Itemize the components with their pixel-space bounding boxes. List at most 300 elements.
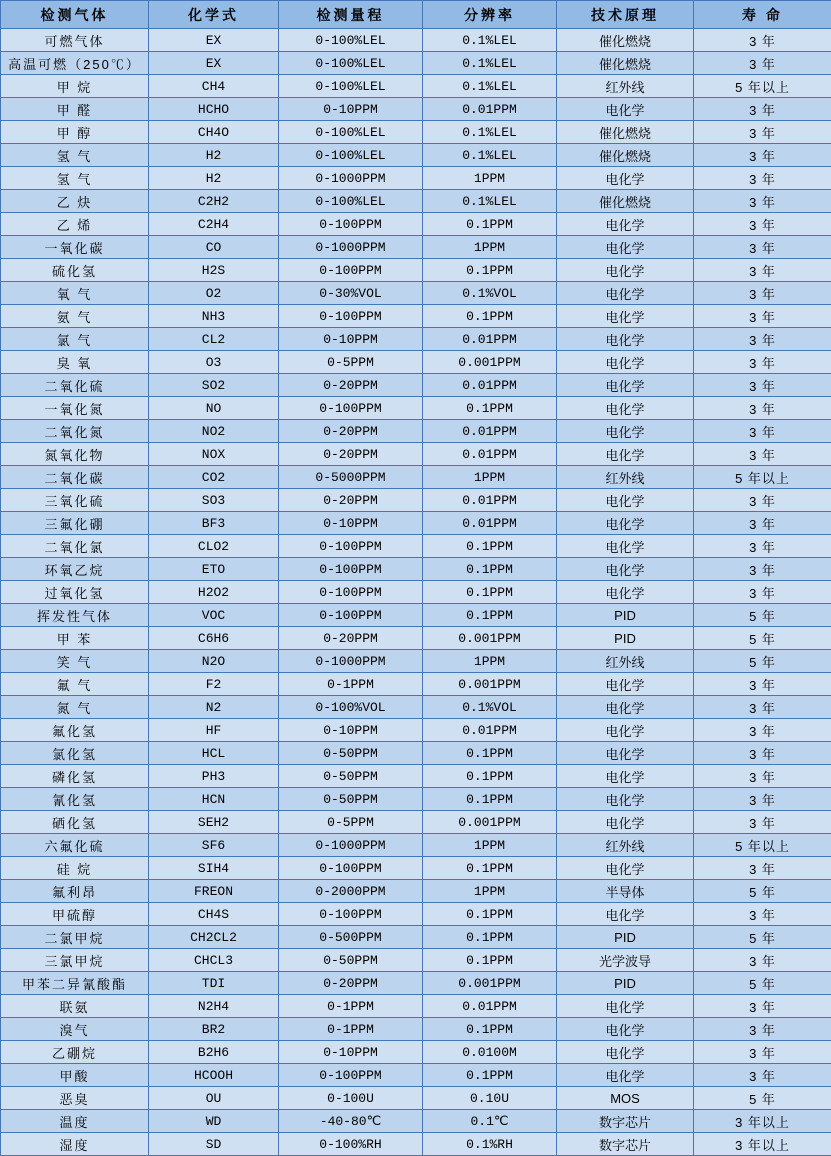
cell-gas: 氢 气 bbox=[1, 167, 149, 190]
cell-formula: SO3 bbox=[149, 489, 279, 512]
cell-resolution: 0.1PPM bbox=[423, 949, 557, 972]
cell-range: 0-1PPM bbox=[279, 673, 423, 696]
cell-formula: ETO bbox=[149, 558, 279, 581]
table-row bbox=[1, 282, 831, 305]
cell-formula: EX bbox=[149, 52, 279, 75]
cell-range: 0-10PPM bbox=[279, 719, 423, 742]
cell-resolution: 0.1%RH bbox=[423, 1133, 557, 1156]
cell-principle: 电化学 bbox=[557, 282, 694, 305]
table-row bbox=[1, 673, 831, 696]
cell-range: 0-100PPM bbox=[279, 581, 423, 604]
cell-resolution: 0.1PPM bbox=[423, 1018, 557, 1041]
cell-lifespan: 3 年 bbox=[694, 489, 831, 512]
cell-formula: FREON bbox=[149, 880, 279, 903]
cell-range: 0-20PPM bbox=[279, 489, 423, 512]
cell-resolution: 1PPM bbox=[423, 880, 557, 903]
table-row bbox=[1, 788, 831, 811]
cell-gas: 氮氧化物 bbox=[1, 443, 149, 466]
cell-range: 0-100PPM bbox=[279, 305, 423, 328]
cell-lifespan: 3 年 bbox=[694, 949, 831, 972]
cell-formula: CH4 bbox=[149, 75, 279, 98]
table-row bbox=[1, 420, 831, 443]
cell-lifespan: 3 年 bbox=[694, 995, 831, 1018]
cell-lifespan: 3 年 bbox=[694, 328, 831, 351]
column-header-range: 检测量程 bbox=[279, 1, 423, 29]
cell-formula: PH3 bbox=[149, 765, 279, 788]
column-header-gas: 检测气体 bbox=[1, 1, 149, 29]
cell-lifespan: 3 年 bbox=[694, 443, 831, 466]
cell-gas: 乙 炔 bbox=[1, 190, 149, 213]
cell-resolution: 0.001PPM bbox=[423, 972, 557, 995]
cell-resolution: 0.1PPM bbox=[423, 765, 557, 788]
cell-formula: CH2CL2 bbox=[149, 926, 279, 949]
cell-resolution: 0.1PPM bbox=[423, 742, 557, 765]
cell-lifespan: 3 年 bbox=[694, 811, 831, 834]
cell-gas: 氰化氢 bbox=[1, 788, 149, 811]
cell-range: 0-100%RH bbox=[279, 1133, 423, 1156]
cell-principle: 红外线 bbox=[557, 650, 694, 673]
cell-gas: 恶臭 bbox=[1, 1087, 149, 1110]
cell-resolution: 0.1PPM bbox=[423, 926, 557, 949]
table-row bbox=[1, 190, 831, 213]
cell-range: 0-100%LEL bbox=[279, 29, 423, 52]
cell-resolution: 0.1%VOL bbox=[423, 696, 557, 719]
cell-gas: 挥发性气体 bbox=[1, 604, 149, 627]
cell-formula: NO bbox=[149, 397, 279, 420]
cell-range: 0-50PPM bbox=[279, 788, 423, 811]
column-header-principle: 技术原理 bbox=[557, 1, 694, 29]
cell-range: 0-20PPM bbox=[279, 443, 423, 466]
cell-range: 0-1PPM bbox=[279, 995, 423, 1018]
table-row bbox=[1, 926, 831, 949]
cell-resolution: 0.1PPM bbox=[423, 857, 557, 880]
cell-resolution: 1PPM bbox=[423, 834, 557, 857]
cell-principle: 电化学 bbox=[557, 420, 694, 443]
cell-lifespan: 3 年 bbox=[694, 719, 831, 742]
cell-formula: WD bbox=[149, 1110, 279, 1133]
cell-formula: NO2 bbox=[149, 420, 279, 443]
cell-formula: O2 bbox=[149, 282, 279, 305]
table-row bbox=[1, 121, 831, 144]
cell-formula: TDI bbox=[149, 972, 279, 995]
cell-resolution: 0.01PPM bbox=[423, 328, 557, 351]
cell-resolution: 0.1%LEL bbox=[423, 75, 557, 98]
cell-formula: NOX bbox=[149, 443, 279, 466]
cell-resolution: 0.1%LEL bbox=[423, 29, 557, 52]
cell-principle: 电化学 bbox=[557, 535, 694, 558]
cell-principle: 电化学 bbox=[557, 558, 694, 581]
cell-range: 0-100%VOL bbox=[279, 696, 423, 719]
cell-principle: 电化学 bbox=[557, 1064, 694, 1087]
cell-range: 0-1000PPM bbox=[279, 236, 423, 259]
cell-lifespan: 5 年以上 bbox=[694, 75, 831, 98]
cell-resolution: 0.001PPM bbox=[423, 673, 557, 696]
cell-range: -40-80℃ bbox=[279, 1110, 423, 1133]
cell-range: 0-2000PPM bbox=[279, 880, 423, 903]
cell-range: 0-100PPM bbox=[279, 397, 423, 420]
cell-gas: 溴气 bbox=[1, 1018, 149, 1041]
cell-range: 0-100U bbox=[279, 1087, 423, 1110]
cell-lifespan: 3 年 bbox=[694, 1064, 831, 1087]
cell-gas: 氯化氢 bbox=[1, 742, 149, 765]
table-row bbox=[1, 903, 831, 926]
cell-formula: HCOOH bbox=[149, 1064, 279, 1087]
cell-lifespan: 3 年 bbox=[694, 236, 831, 259]
cell-range: 0-100PPM bbox=[279, 535, 423, 558]
cell-principle: 催化燃烧 bbox=[557, 52, 694, 75]
cell-formula: VOC bbox=[149, 604, 279, 627]
cell-formula: F2 bbox=[149, 673, 279, 696]
cell-resolution: 0.1%LEL bbox=[423, 144, 557, 167]
cell-gas: 氮 气 bbox=[1, 696, 149, 719]
table-row bbox=[1, 627, 831, 650]
cell-principle: 数字芯片 bbox=[557, 1133, 694, 1156]
cell-range: 0-10PPM bbox=[279, 512, 423, 535]
cell-lifespan: 3 年 bbox=[694, 98, 831, 121]
cell-lifespan: 5 年以上 bbox=[694, 834, 831, 857]
cell-range: 0-100%LEL bbox=[279, 144, 423, 167]
cell-formula: CH4S bbox=[149, 903, 279, 926]
cell-resolution: 0.001PPM bbox=[423, 811, 557, 834]
cell-gas: 氨 气 bbox=[1, 305, 149, 328]
cell-gas: 二氯甲烷 bbox=[1, 926, 149, 949]
cell-range: 0-10PPM bbox=[279, 1041, 423, 1064]
cell-range: 0-5PPM bbox=[279, 811, 423, 834]
cell-resolution: 0.1PPM bbox=[423, 558, 557, 581]
cell-gas: 臭 氧 bbox=[1, 351, 149, 374]
table-row bbox=[1, 834, 831, 857]
table-row bbox=[1, 213, 831, 236]
cell-lifespan: 3 年 bbox=[694, 121, 831, 144]
table-row bbox=[1, 1041, 831, 1064]
cell-lifespan: 3 年 bbox=[694, 351, 831, 374]
cell-lifespan: 3 年 bbox=[694, 765, 831, 788]
cell-principle: 电化学 bbox=[557, 673, 694, 696]
cell-formula: SEH2 bbox=[149, 811, 279, 834]
table-row bbox=[1, 29, 831, 52]
cell-principle: 电化学 bbox=[557, 167, 694, 190]
cell-range: 0-20PPM bbox=[279, 627, 423, 650]
table-row bbox=[1, 328, 831, 351]
cell-range: 0-100PPM bbox=[279, 857, 423, 880]
cell-gas: 氟 气 bbox=[1, 673, 149, 696]
table-row bbox=[1, 1110, 831, 1133]
cell-lifespan: 3 年 bbox=[694, 1041, 831, 1064]
table-row bbox=[1, 236, 831, 259]
table-row bbox=[1, 489, 831, 512]
cell-lifespan: 5 年 bbox=[694, 1087, 831, 1110]
column-header-formula: 化学式 bbox=[149, 1, 279, 29]
cell-gas: 氯 气 bbox=[1, 328, 149, 351]
cell-gas: 甲 醛 bbox=[1, 98, 149, 121]
cell-lifespan: 3 年 bbox=[694, 903, 831, 926]
cell-principle: 电化学 bbox=[557, 512, 694, 535]
cell-lifespan: 3 年 bbox=[694, 282, 831, 305]
cell-lifespan: 3 年 bbox=[694, 673, 831, 696]
cell-principle: 催化燃烧 bbox=[557, 121, 694, 144]
table-row bbox=[1, 558, 831, 581]
cell-range: 0-100PPM bbox=[279, 213, 423, 236]
cell-resolution: 0.1PPM bbox=[423, 213, 557, 236]
cell-resolution: 1PPM bbox=[423, 650, 557, 673]
cell-principle: 电化学 bbox=[557, 788, 694, 811]
cell-resolution: 0.1%VOL bbox=[423, 282, 557, 305]
cell-formula: HCHO bbox=[149, 98, 279, 121]
table-row bbox=[1, 512, 831, 535]
cell-gas: 氧 气 bbox=[1, 282, 149, 305]
table-row bbox=[1, 811, 831, 834]
cell-lifespan: 3 年 bbox=[694, 374, 831, 397]
cell-lifespan: 5 年 bbox=[694, 604, 831, 627]
cell-principle: 电化学 bbox=[557, 213, 694, 236]
cell-lifespan: 3 年 bbox=[694, 259, 831, 282]
cell-lifespan: 3 年 bbox=[694, 696, 831, 719]
cell-formula: H2 bbox=[149, 167, 279, 190]
cell-gas: 硒化氢 bbox=[1, 811, 149, 834]
cell-range: 0-20PPM bbox=[279, 374, 423, 397]
cell-lifespan: 3 年以上 bbox=[694, 1133, 831, 1156]
cell-formula: CO2 bbox=[149, 466, 279, 489]
table-row bbox=[1, 466, 831, 489]
cell-principle: 红外线 bbox=[557, 834, 694, 857]
table-row bbox=[1, 1133, 831, 1156]
cell-principle: 红外线 bbox=[557, 75, 694, 98]
cell-resolution: 0.001PPM bbox=[423, 351, 557, 374]
cell-gas: 二氧化硫 bbox=[1, 374, 149, 397]
cell-formula: CL2 bbox=[149, 328, 279, 351]
cell-lifespan: 3 年以上 bbox=[694, 1110, 831, 1133]
cell-formula: H2O2 bbox=[149, 581, 279, 604]
cell-resolution: 0.01PPM bbox=[423, 719, 557, 742]
cell-formula: H2 bbox=[149, 144, 279, 167]
cell-range: 0-100PPM bbox=[279, 558, 423, 581]
cell-lifespan: 3 年 bbox=[694, 788, 831, 811]
cell-principle: 催化燃烧 bbox=[557, 144, 694, 167]
cell-gas: 一氧化碳 bbox=[1, 236, 149, 259]
table-row bbox=[1, 719, 831, 742]
table-row bbox=[1, 742, 831, 765]
cell-lifespan: 3 年 bbox=[694, 213, 831, 236]
cell-gas: 二氧化碳 bbox=[1, 466, 149, 489]
cell-lifespan: 3 年 bbox=[694, 857, 831, 880]
cell-gas: 三氯甲烷 bbox=[1, 949, 149, 972]
table-row bbox=[1, 52, 831, 75]
cell-resolution: 0.01PPM bbox=[423, 98, 557, 121]
cell-principle: PID bbox=[557, 972, 694, 995]
cell-gas: 六氟化硫 bbox=[1, 834, 149, 857]
cell-range: 0-100PPM bbox=[279, 1064, 423, 1087]
cell-principle: 催化燃烧 bbox=[557, 29, 694, 52]
cell-lifespan: 3 年 bbox=[694, 512, 831, 535]
cell-range: 0-100PPM bbox=[279, 903, 423, 926]
cell-gas: 高温可燃（250℃） bbox=[1, 52, 149, 75]
cell-formula: C2H2 bbox=[149, 190, 279, 213]
table-row bbox=[1, 604, 831, 627]
table-row bbox=[1, 374, 831, 397]
cell-principle: 红外线 bbox=[557, 466, 694, 489]
cell-gas: 乙 烯 bbox=[1, 213, 149, 236]
cell-principle: 电化学 bbox=[557, 489, 694, 512]
cell-principle: 光学波导 bbox=[557, 949, 694, 972]
cell-range: 0-50PPM bbox=[279, 949, 423, 972]
cell-formula: CO bbox=[149, 236, 279, 259]
cell-principle: 电化学 bbox=[557, 397, 694, 420]
cell-gas: 三氟化硼 bbox=[1, 512, 149, 535]
cell-formula: HF bbox=[149, 719, 279, 742]
table-row bbox=[1, 75, 831, 98]
cell-resolution: 0.1PPM bbox=[423, 397, 557, 420]
cell-resolution: 0.1PPM bbox=[423, 259, 557, 282]
cell-formula: CHCL3 bbox=[149, 949, 279, 972]
table-row bbox=[1, 581, 831, 604]
cell-principle: 电化学 bbox=[557, 696, 694, 719]
table-row bbox=[1, 535, 831, 558]
cell-principle: 电化学 bbox=[557, 328, 694, 351]
cell-principle: 电化学 bbox=[557, 236, 694, 259]
cell-formula: CH4O bbox=[149, 121, 279, 144]
cell-range: 0-500PPM bbox=[279, 926, 423, 949]
cell-formula: SD bbox=[149, 1133, 279, 1156]
cell-principle: PID bbox=[557, 627, 694, 650]
cell-resolution: 0.1PPM bbox=[423, 1064, 557, 1087]
cell-range: 0-100%LEL bbox=[279, 75, 423, 98]
cell-principle: 电化学 bbox=[557, 443, 694, 466]
table-row bbox=[1, 144, 831, 167]
table-row bbox=[1, 1064, 831, 1087]
cell-formula: O3 bbox=[149, 351, 279, 374]
cell-lifespan: 3 年 bbox=[694, 558, 831, 581]
cell-resolution: 0.10U bbox=[423, 1087, 557, 1110]
cell-principle: 电化学 bbox=[557, 1041, 694, 1064]
column-header-lifespan: 寿 命 bbox=[694, 1, 831, 29]
cell-principle: 电化学 bbox=[557, 1018, 694, 1041]
cell-resolution: 1PPM bbox=[423, 466, 557, 489]
cell-gas: 甲 烷 bbox=[1, 75, 149, 98]
cell-resolution: 0.1PPM bbox=[423, 581, 557, 604]
cell-gas: 湿度 bbox=[1, 1133, 149, 1156]
cell-range: 0-100%LEL bbox=[279, 52, 423, 75]
cell-formula: N2 bbox=[149, 696, 279, 719]
cell-gas: 硅 烷 bbox=[1, 857, 149, 880]
cell-gas: 笑 气 bbox=[1, 650, 149, 673]
cell-principle: PID bbox=[557, 926, 694, 949]
cell-resolution: 0.01PPM bbox=[423, 443, 557, 466]
cell-gas: 可燃气体 bbox=[1, 29, 149, 52]
cell-gas: 硫化氢 bbox=[1, 259, 149, 282]
cell-principle: 电化学 bbox=[557, 742, 694, 765]
cell-range: 0-100%LEL bbox=[279, 190, 423, 213]
cell-lifespan: 3 年 bbox=[694, 144, 831, 167]
cell-range: 0-30%VOL bbox=[279, 282, 423, 305]
cell-formula: NH3 bbox=[149, 305, 279, 328]
cell-formula: BF3 bbox=[149, 512, 279, 535]
cell-range: 0-50PPM bbox=[279, 742, 423, 765]
cell-principle: 电化学 bbox=[557, 259, 694, 282]
cell-range: 0-1000PPM bbox=[279, 167, 423, 190]
cell-resolution: 1PPM bbox=[423, 236, 557, 259]
cell-principle: PID bbox=[557, 604, 694, 627]
cell-lifespan: 5 年以上 bbox=[694, 466, 831, 489]
cell-range: 0-100PPM bbox=[279, 259, 423, 282]
cell-gas: 甲酸 bbox=[1, 1064, 149, 1087]
cell-gas: 三氧化硫 bbox=[1, 489, 149, 512]
table-row bbox=[1, 259, 831, 282]
cell-lifespan: 5 年 bbox=[694, 926, 831, 949]
cell-gas: 甲 醇 bbox=[1, 121, 149, 144]
cell-principle: 电化学 bbox=[557, 305, 694, 328]
cell-range: 0-100PPM bbox=[279, 604, 423, 627]
cell-principle: MOS bbox=[557, 1087, 694, 1110]
cell-principle: 半导体 bbox=[557, 880, 694, 903]
cell-gas: 磷化氢 bbox=[1, 765, 149, 788]
cell-resolution: 0.1℃ bbox=[423, 1110, 557, 1133]
cell-formula: EX bbox=[149, 29, 279, 52]
cell-lifespan: 3 年 bbox=[694, 305, 831, 328]
cell-principle: 电化学 bbox=[557, 351, 694, 374]
cell-lifespan: 3 年 bbox=[694, 52, 831, 75]
table-header bbox=[1, 1, 831, 29]
table-row bbox=[1, 351, 831, 374]
cell-range: 0-20PPM bbox=[279, 420, 423, 443]
cell-gas: 温度 bbox=[1, 1110, 149, 1133]
column-header-resolution: 分辨率 bbox=[423, 1, 557, 29]
cell-resolution: 0.1PPM bbox=[423, 903, 557, 926]
cell-lifespan: 3 年 bbox=[694, 581, 831, 604]
cell-range: 0-50PPM bbox=[279, 765, 423, 788]
cell-formula: C6H6 bbox=[149, 627, 279, 650]
table-row bbox=[1, 995, 831, 1018]
table-row bbox=[1, 765, 831, 788]
cell-resolution: 0.1PPM bbox=[423, 788, 557, 811]
cell-resolution: 0.1PPM bbox=[423, 604, 557, 627]
cell-formula: SF6 bbox=[149, 834, 279, 857]
table-row bbox=[1, 857, 831, 880]
cell-range: 0-100%LEL bbox=[279, 121, 423, 144]
cell-formula: H2S bbox=[149, 259, 279, 282]
cell-resolution: 0.1PPM bbox=[423, 535, 557, 558]
cell-lifespan: 5 年 bbox=[694, 880, 831, 903]
cell-lifespan: 5 年 bbox=[694, 650, 831, 673]
cell-formula: N2H4 bbox=[149, 995, 279, 1018]
table-row bbox=[1, 696, 831, 719]
cell-principle: 电化学 bbox=[557, 581, 694, 604]
cell-principle: 电化学 bbox=[557, 374, 694, 397]
cell-gas: 过氧化氢 bbox=[1, 581, 149, 604]
cell-lifespan: 3 年 bbox=[694, 167, 831, 190]
cell-resolution: 0.1%LEL bbox=[423, 190, 557, 213]
cell-resolution: 1PPM bbox=[423, 167, 557, 190]
cell-gas: 氟利昂 bbox=[1, 880, 149, 903]
cell-formula: BR2 bbox=[149, 1018, 279, 1041]
cell-formula: N2O bbox=[149, 650, 279, 673]
cell-gas: 二氧化氯 bbox=[1, 535, 149, 558]
cell-lifespan: 3 年 bbox=[694, 29, 831, 52]
cell-gas: 氟化氢 bbox=[1, 719, 149, 742]
cell-gas: 二氧化氮 bbox=[1, 420, 149, 443]
cell-resolution: 0.1%LEL bbox=[423, 52, 557, 75]
cell-lifespan: 3 年 bbox=[694, 190, 831, 213]
table-row bbox=[1, 397, 831, 420]
cell-gas: 联氨 bbox=[1, 995, 149, 1018]
cell-lifespan: 3 年 bbox=[694, 535, 831, 558]
cell-range: 0-5PPM bbox=[279, 351, 423, 374]
table-body bbox=[1, 29, 831, 1156]
table-row bbox=[1, 1018, 831, 1041]
cell-lifespan: 5 年 bbox=[694, 627, 831, 650]
cell-formula: B2H6 bbox=[149, 1041, 279, 1064]
cell-resolution: 0.01PPM bbox=[423, 995, 557, 1018]
cell-range: 0-20PPM bbox=[279, 972, 423, 995]
